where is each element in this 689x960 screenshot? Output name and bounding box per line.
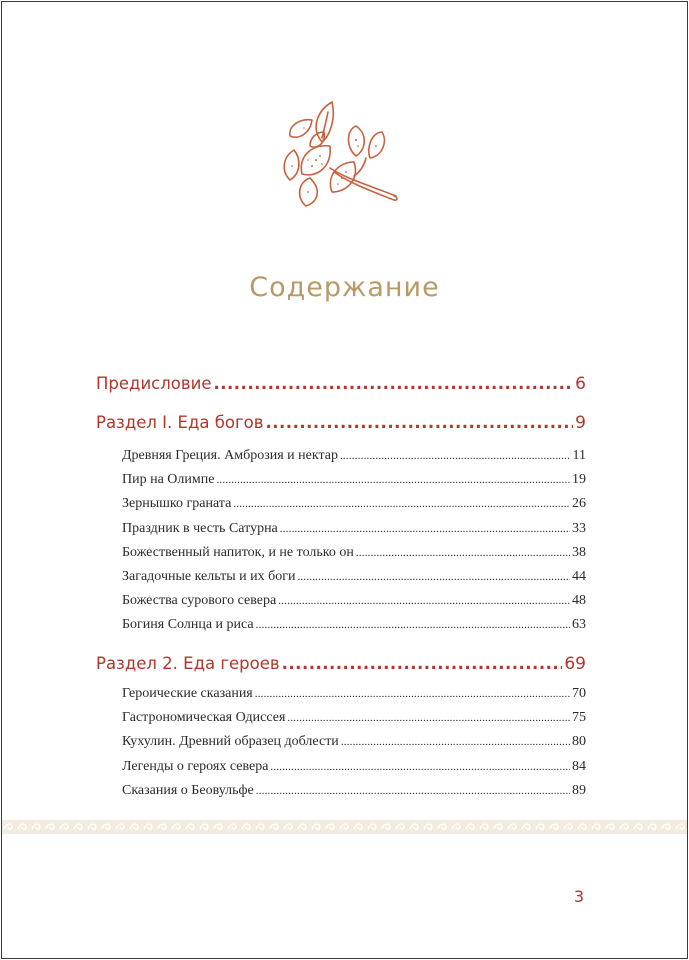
toc-entry-title: Гастрономическая Одиссея (122, 710, 286, 726)
toc-entry-title: Божественный напиток, и не только он (122, 544, 354, 560)
dot-leader (278, 595, 570, 607)
toc-entry[interactable] (122, 783, 586, 799)
dot-leader (266, 413, 574, 432)
toc-page-number: 6 (575, 374, 586, 394)
toc-page-number: 63 (572, 617, 586, 633)
toc-page-number: 84 (572, 758, 586, 774)
dot-leader (256, 785, 570, 797)
toc-entry[interactable] (122, 448, 586, 464)
toc-section[interactable] (96, 413, 586, 433)
dot-leader (213, 374, 573, 393)
dot-leader (255, 688, 570, 700)
toc-entry-title: Пир на Олимпе (122, 472, 215, 488)
toc-entry-title: Героические сказания (122, 686, 253, 701)
toc-entry[interactable] (122, 569, 586, 585)
toc-entry[interactable] (122, 521, 586, 537)
toc-entry[interactable] (122, 710, 586, 726)
toc-entry-title: Легенды о героях севера (122, 758, 269, 774)
toc-section-title: Раздел 2. Еда героев (96, 654, 280, 673)
page-number: 3 (573, 887, 584, 906)
toc-page-number: 48 (572, 593, 586, 609)
dot-leader (341, 736, 570, 748)
toc-entry[interactable] (122, 496, 586, 512)
dot-leader (233, 498, 570, 510)
toc-page-number: 19 (572, 472, 586, 488)
toc-entry[interactable] (122, 759, 586, 775)
toc-entry-title: Божества сурового севера (122, 593, 277, 609)
toc-page-number: 38 (572, 544, 586, 560)
toc-entry-title: Древняя Греция. Амброзия и нектар (122, 448, 338, 463)
toc-page-number: 80 (572, 734, 586, 750)
dot-leader (280, 523, 570, 535)
dot-leader (340, 450, 571, 462)
toc-page-number: 9 (575, 413, 586, 433)
dot-leader (297, 571, 570, 583)
toc-page-number: 26 (572, 496, 586, 512)
wave-border-icon (2, 820, 687, 834)
leaf-branch-icon (270, 98, 402, 216)
toc-page-number: 69 (564, 654, 586, 674)
toc-page-number: 11 (572, 448, 586, 463)
page-title: Содержание (249, 272, 440, 303)
toc-page-number: 89 (572, 782, 586, 798)
toc-entry-title: Зернышко граната (122, 496, 232, 512)
toc-page-number: 75 (572, 710, 586, 726)
toc-entry[interactable] (122, 734, 586, 750)
toc-section[interactable] (96, 374, 586, 394)
toc-entry[interactable] (122, 593, 586, 609)
dot-leader (282, 654, 563, 673)
book-page (1, 1, 688, 959)
toc-page-number: 44 (572, 569, 586, 584)
dot-leader (356, 547, 570, 559)
toc-section-title: Предисловие (96, 374, 212, 393)
dot-leader (287, 712, 570, 724)
toc-section[interactable] (96, 654, 586, 674)
toc-entry[interactable] (122, 617, 586, 633)
toc-entry[interactable] (122, 545, 586, 561)
toc-entry[interactable] (122, 472, 586, 488)
toc-page-number: 33 (572, 520, 586, 536)
dot-leader (270, 761, 570, 773)
toc-entry-title: Кухулин. Древний образец доблести (122, 734, 339, 750)
toc-entry-title: Загадочные кельты и их боги (122, 569, 296, 584)
toc-page-number: 70 (572, 686, 586, 701)
toc-entry-title: Сказания о Беовульфе (122, 782, 254, 798)
toc-section-title: Раздел I. Еда богов (96, 413, 264, 432)
dot-leader (216, 474, 570, 486)
toc-entry-title: Богиня Солнца и риса (122, 617, 254, 633)
dot-leader (256, 619, 570, 631)
toc-entry-title: Праздник в честь Сатурна (122, 520, 278, 536)
toc-entry[interactable] (122, 686, 586, 702)
